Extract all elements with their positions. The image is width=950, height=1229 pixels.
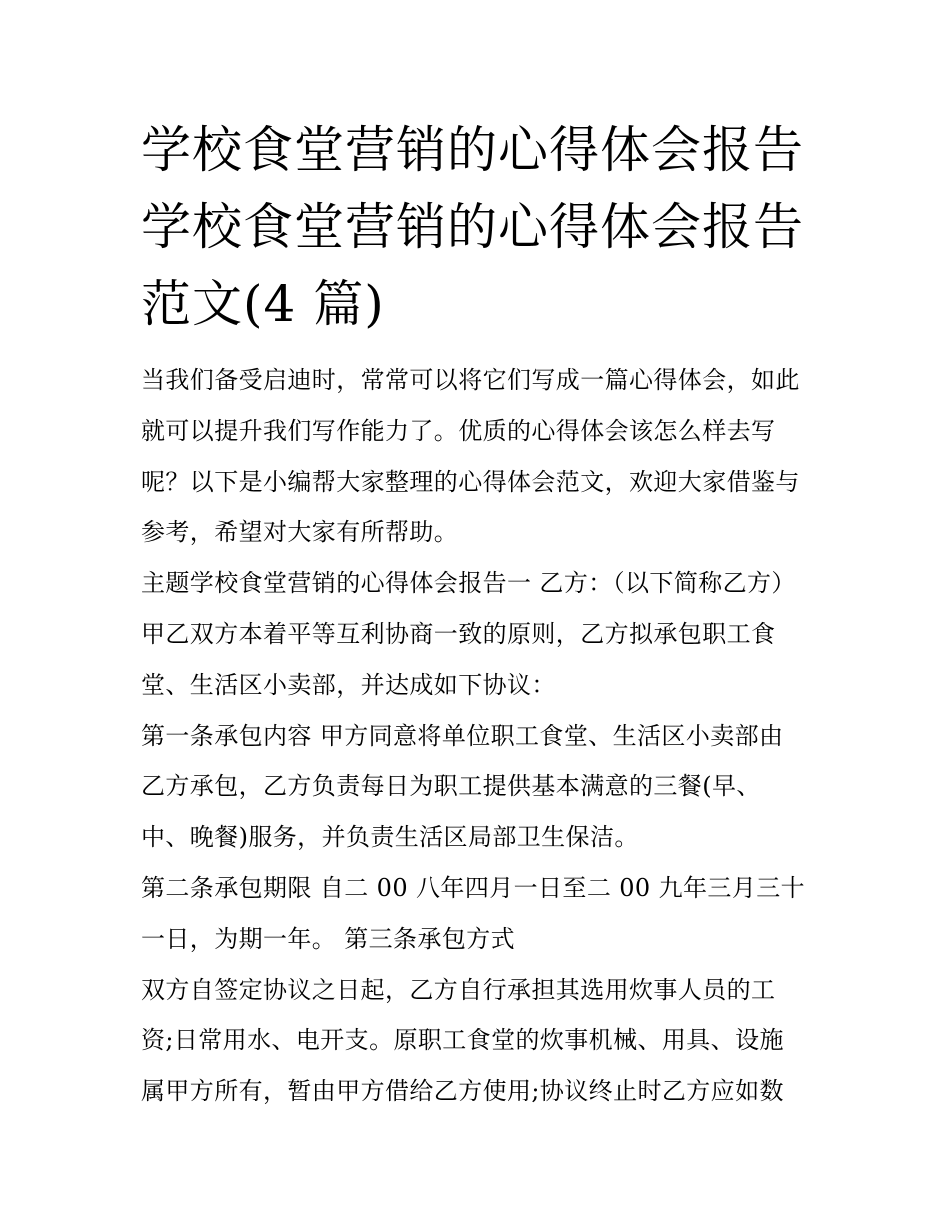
body-line: 双方自签定协议之日起，乙方自行承担其选用炊事人员的工 xyxy=(141,975,776,1004)
document-title xyxy=(141,112,831,343)
body-line: 中、晚餐)服务，并负责生活区局部卫生保洁。 xyxy=(141,823,639,852)
body-line: 堂、生活区小卖部，并达成如下协议： xyxy=(141,670,556,699)
title-line-2: 学校食堂营销的心得体会报告 xyxy=(141,198,804,256)
body-line: 就可以提升我们写作能力了。优质的心得体会该怎么样去写 xyxy=(141,416,776,445)
body-line: 属甲方所有，暂由甲方借给乙方使用;协议终止时乙方应如数 xyxy=(141,1077,784,1106)
body-line: 第一条承包内容 甲方同意将单位职工食堂、生活区小卖部由 xyxy=(141,721,784,750)
body-line: 乙方承包，乙方负责每日为职工提供基本满意的三餐(早、 xyxy=(141,772,761,801)
document-body xyxy=(141,355,831,1117)
body-line: 一日，为期一年。 第三条承包方式 xyxy=(141,924,516,953)
body-line: 甲乙双方本着平等互利协商一致的原则，乙方拟承包职工食 xyxy=(141,619,776,648)
body-line: 当我们备受启迪时，常常可以将它们写成一篇心得体会，如此 xyxy=(141,366,800,394)
body-line: 主题学校食堂营销的心得体会报告一 乙方：（以下简称乙方） xyxy=(141,569,796,598)
body-line: 呢？以下是小编帮大家整理的心得体会范文，欢迎大家借鉴与 xyxy=(141,467,800,496)
body-line: 参考，希望对大家有所帮助。 xyxy=(141,518,459,547)
title-line-1: 学校食堂营销的心得体会报告 xyxy=(141,121,804,179)
title-line-3: 范文(4 篇) xyxy=(141,275,385,333)
body-line: 资;日常用水、电开支。原职工食堂的炊事机械、用具、设施 xyxy=(141,1026,784,1055)
body-line: 第二条承包期限 自二 00 八年四月一日至二 00 九年三月三十 xyxy=(141,873,806,902)
